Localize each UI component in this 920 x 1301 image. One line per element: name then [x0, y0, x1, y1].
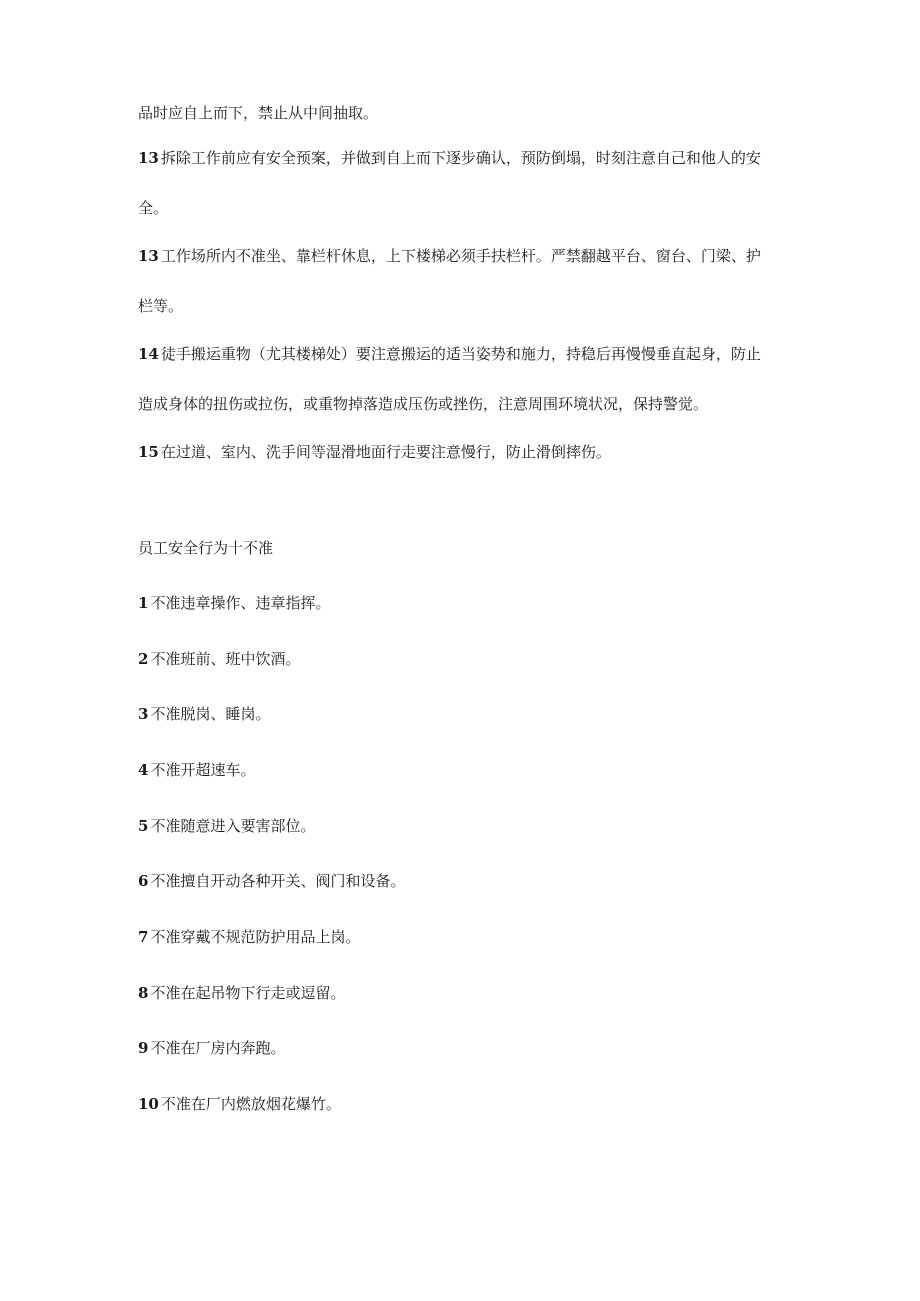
section-title: 员工安全行为十不准	[138, 539, 274, 557]
rule-number: 3	[138, 705, 149, 723]
continuation-text: 品时应自上而下，禁止从中间抽取。	[138, 104, 379, 122]
list-item	[138, 927, 788, 947]
rule-text: 不准班前、班中饮酒。	[150, 650, 301, 668]
rule-number: 7	[138, 928, 149, 946]
rule-text: 在过道、室内、洗手间等湿滑地面行走要注意慢行，防止滑倒摔伤。	[160, 443, 611, 461]
rule-text: 不准随意进入要害部位。	[150, 817, 316, 835]
rule-number: 15	[138, 443, 159, 461]
rule-text: 不准擅自开动各种开关、阀门和设备。	[150, 872, 406, 890]
rule-text: 不准开超速车。	[150, 761, 256, 779]
rule-text: 徒手搬运重物（尤其楼梯处）要注意搬运的适当姿势和施力，持稳后再慢慢垂直起身，防止	[160, 345, 761, 363]
list-item	[138, 871, 788, 891]
rule-14-line-2: 造成身体的扭伤或拉伤，或重物掉落造成压伤或挫伤，注意周围环境状况，保持警觉。	[138, 395, 709, 413]
rule-number: 5	[138, 817, 149, 835]
rule-text: 不准在起吊物下行走或逗留。	[150, 984, 346, 1002]
rule-number: 8	[138, 984, 149, 1002]
rule-text: 不准脱岗、睡岗。	[150, 705, 271, 723]
rule-number: 1	[138, 594, 149, 612]
rule-number: 13	[138, 247, 159, 265]
rule-text: 不准在厂房内奔跑。	[150, 1039, 286, 1057]
list-item	[138, 704, 788, 724]
list-item	[138, 1038, 788, 1058]
rule-number: 4	[138, 761, 149, 779]
rule-number: 9	[138, 1039, 149, 1057]
list-item	[138, 1094, 788, 1114]
list-item	[138, 760, 788, 780]
rule-text: 拆除工作前应有安全预案，并做到自上而下逐步确认，预防倒塌，时刻注意自己和他人的安	[160, 149, 761, 167]
rule-number: 13	[138, 149, 159, 167]
rule-13b-line-1	[138, 246, 788, 266]
rule-15-line-1	[138, 442, 788, 462]
rule-13b-line-2: 栏等。	[138, 297, 184, 315]
list-item	[138, 983, 788, 1003]
rule-text: 不准违章操作、违章指挥。	[150, 594, 331, 612]
rule-14-line-1	[138, 344, 788, 364]
list-item	[138, 593, 788, 613]
list-item	[138, 816, 788, 836]
rule-13a-line-1	[138, 148, 788, 168]
rule-number: 6	[138, 872, 149, 890]
rule-number: 14	[138, 345, 159, 363]
rule-number: 2	[138, 650, 149, 668]
list-item	[138, 649, 788, 669]
rule-text: 工作场所内不准坐、靠栏杆休息，上下楼梯必须手扶栏杆。严禁翻越平台、窗台、门梁、护	[160, 247, 761, 265]
rule-13a-line-2: 全。	[138, 199, 169, 217]
rule-text: 不准穿戴不规范防护用品上岗。	[150, 928, 361, 946]
rule-text: 不准在厂内燃放烟花爆竹。	[160, 1095, 341, 1113]
rule-number: 10	[138, 1095, 159, 1113]
